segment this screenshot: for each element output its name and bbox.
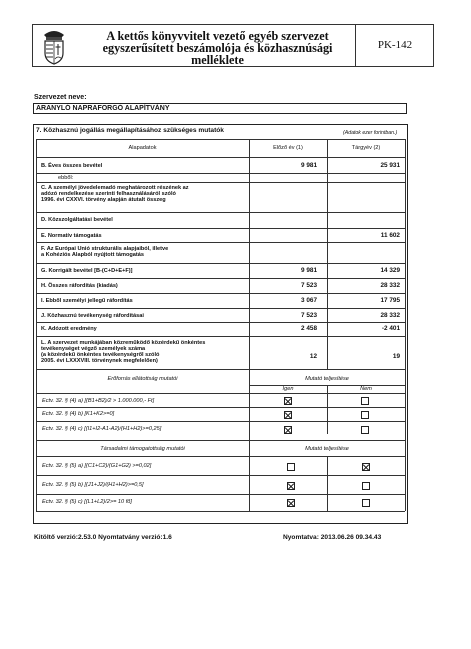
- table-rule: [36, 393, 405, 394]
- row-ebbol-label: ebből:: [58, 175, 74, 181]
- support-perf-header: Mutató teljesítése: [305, 446, 349, 452]
- support-a-no-checkbox[interactable]: [362, 463, 370, 471]
- table-rule: [36, 407, 405, 408]
- resource-a-no-checkbox[interactable]: [361, 397, 369, 405]
- table-rule: [36, 511, 405, 512]
- form-title-line1: A kettős könyvvitelt vezető egyéb szervezet: [106, 29, 329, 43]
- resource-c-yes-checkbox[interactable]: [284, 426, 292, 434]
- resource-b-yes-checkbox[interactable]: [284, 411, 292, 419]
- row-g-curr: 14 329: [380, 267, 400, 274]
- row-b-curr: 25 931: [380, 162, 400, 169]
- resources-header: Erőforrás ellátottság mutatói: [107, 376, 178, 382]
- row-i-curr: 17 795: [380, 297, 400, 304]
- form-title: [80, 30, 355, 66]
- row-h-prev: 7 523: [301, 282, 317, 289]
- support-item-a: Ectv. 32. § (5) a) [(C1+C2)/(G1+G2) >=0,02]: [42, 463, 152, 469]
- table-rule: [36, 456, 405, 457]
- row-j-label: J. Közhasznú tevékenység ráfordításai: [41, 313, 144, 319]
- row-h-label: H. Összes ráfordítás (kiadás): [41, 283, 118, 289]
- table-rule: [36, 173, 405, 174]
- section-title: 7. Közhasznú jogállás megállapításához szükséges mutatók: [36, 127, 224, 134]
- row-c-label-1: C. A személyi jövedelemadó meghatározott részének az: [41, 185, 189, 191]
- table-rule: [36, 212, 405, 213]
- row-k-prev: 2 458: [301, 325, 317, 332]
- row-b-label: B. Éves összes bevétel: [41, 163, 103, 169]
- table-rule: [36, 475, 405, 476]
- row-f-label: [41, 246, 168, 258]
- table-rule: [36, 228, 405, 229]
- row-c-label-2: adózó rendelkezése szerinti felhasználásáról szóló: [41, 191, 176, 197]
- row-c-label-3: 1996. évi CXXVI. törvény alapján átutalt összeg: [41, 197, 166, 203]
- row-i-prev: 3 067: [301, 297, 317, 304]
- footer-version: Kitöltő verzió:2.53.0 Nyomtatvány verzió:1.6: [34, 534, 172, 541]
- col-header-data: Alapadatok: [128, 145, 157, 151]
- row-l-label-4: 2005. évi LXXXVIII. törvénynek megfelelően): [41, 358, 158, 364]
- row-l-label: [41, 340, 205, 364]
- resources-perf-header: Mutató teljesítése: [305, 376, 349, 382]
- row-g-prev: 9 981: [301, 267, 317, 274]
- resource-item-b: Ectv. 32. § (4) b) [K1+K2>=0]: [42, 411, 115, 417]
- table-rule: [36, 440, 405, 441]
- row-j-curr: 28 332: [380, 312, 400, 319]
- support-item-c: Ectv. 32. § (5) c) [(L1+L2)/2>= 10 fő]: [42, 499, 132, 505]
- table-rule: [36, 421, 405, 422]
- row-j-prev: 7 523: [301, 312, 317, 319]
- table-rule: [36, 336, 405, 337]
- organization-name-field[interactable]: ARANYLÓ NAPRAFORGÓ ALAPÍTVÁNY: [33, 103, 407, 114]
- resource-a-yes-checkbox[interactable]: [284, 397, 292, 405]
- row-h-curr: 28 332: [380, 282, 400, 289]
- row-f-label-1: F. Az Európai Unió strukturális alapjaiból, illetve: [41, 246, 169, 252]
- support-c-no-checkbox[interactable]: [362, 499, 370, 507]
- col-header-prev: Előző év (1): [273, 145, 303, 151]
- table-rule: [36, 278, 405, 279]
- row-i-label: I. Ebből személyi jellegű ráfordítás: [41, 298, 133, 304]
- table-rule: [36, 494, 405, 495]
- table-border: [36, 139, 405, 140]
- resource-c-no-checkbox[interactable]: [361, 426, 369, 434]
- table-rule: [36, 157, 405, 158]
- table-rule: [36, 263, 405, 264]
- support-b-yes-checkbox[interactable]: [287, 482, 295, 490]
- row-e-curr: 11 602: [380, 232, 400, 239]
- resource-item-c: Ectv. 32. § (4) c) [(I1+I2-A1-A2)/(H1+H2)>=0,25]: [42, 426, 162, 432]
- resources-yes-header: Igen: [282, 386, 294, 392]
- row-f-label-2: a Kohéziós Alapból nyújtott támogatás: [41, 252, 144, 258]
- row-g-label: G. Korrigált bevétel [B-(C+D+E+F)]: [41, 268, 133, 274]
- row-e-label: E. Normatív támogatás: [41, 233, 102, 239]
- row-k-label: K. Adózott eredmény: [41, 326, 97, 332]
- row-l-label-1: L. A szervezet munkájában közreműködő közérdekű önkéntes: [41, 340, 206, 346]
- row-d-label: D. Közszolgáltatási bevétel: [41, 217, 113, 223]
- organization-label: Szervezet neve:: [34, 94, 87, 101]
- table-rule: [36, 182, 405, 183]
- row-l-prev: 12: [309, 353, 317, 360]
- resource-item-a: Ectv. 32. § (4) a) [(B1+B2)/2 > 1.000.000,- Ft]: [42, 398, 155, 404]
- table-rule: [36, 369, 405, 370]
- row-k-curr: -2 401: [381, 325, 400, 332]
- row-l-label-3: (a közérdekű önkéntes tevékenységről szóló: [41, 352, 160, 358]
- table-rule: [36, 322, 405, 323]
- row-c-label: [41, 185, 189, 203]
- support-b-no-checkbox[interactable]: [362, 482, 370, 490]
- footer-printed: Nyomtatva: 2013.06.26 09.34.43: [283, 534, 382, 541]
- table-rule: [36, 242, 405, 243]
- table-rule: [36, 293, 405, 294]
- support-c-yes-checkbox[interactable]: [287, 499, 295, 507]
- form-code: PK-142: [355, 24, 434, 67]
- coat-of-arms-icon: [36, 25, 72, 66]
- row-l-label-2: tevékenységet végző személyek száma: [41, 346, 146, 352]
- form-title-line2: egyszerűsített beszámolója és közhasznúsági melléklete: [102, 41, 333, 67]
- resource-b-no-checkbox[interactable]: [361, 411, 369, 419]
- col-header-curr: Tárgyév (2): [351, 145, 381, 151]
- support-a-yes-checkbox[interactable]: [287, 463, 295, 471]
- table-border: [405, 139, 406, 511]
- resources-no-header: Nem: [360, 386, 372, 392]
- row-b-prev: 9 981: [301, 162, 317, 169]
- row-l-curr: 19: [392, 353, 400, 360]
- section-note: (Adatok ezer forintban.): [343, 130, 398, 136]
- table-border: [327, 456, 328, 511]
- support-item-b: Ectv. 32. § (5) b) [(J1+J2)/(H1+H2)>=0,5]: [42, 482, 144, 488]
- table-rule: [36, 308, 405, 309]
- support-header: Társadalmi támogatottság mutatói: [100, 446, 185, 452]
